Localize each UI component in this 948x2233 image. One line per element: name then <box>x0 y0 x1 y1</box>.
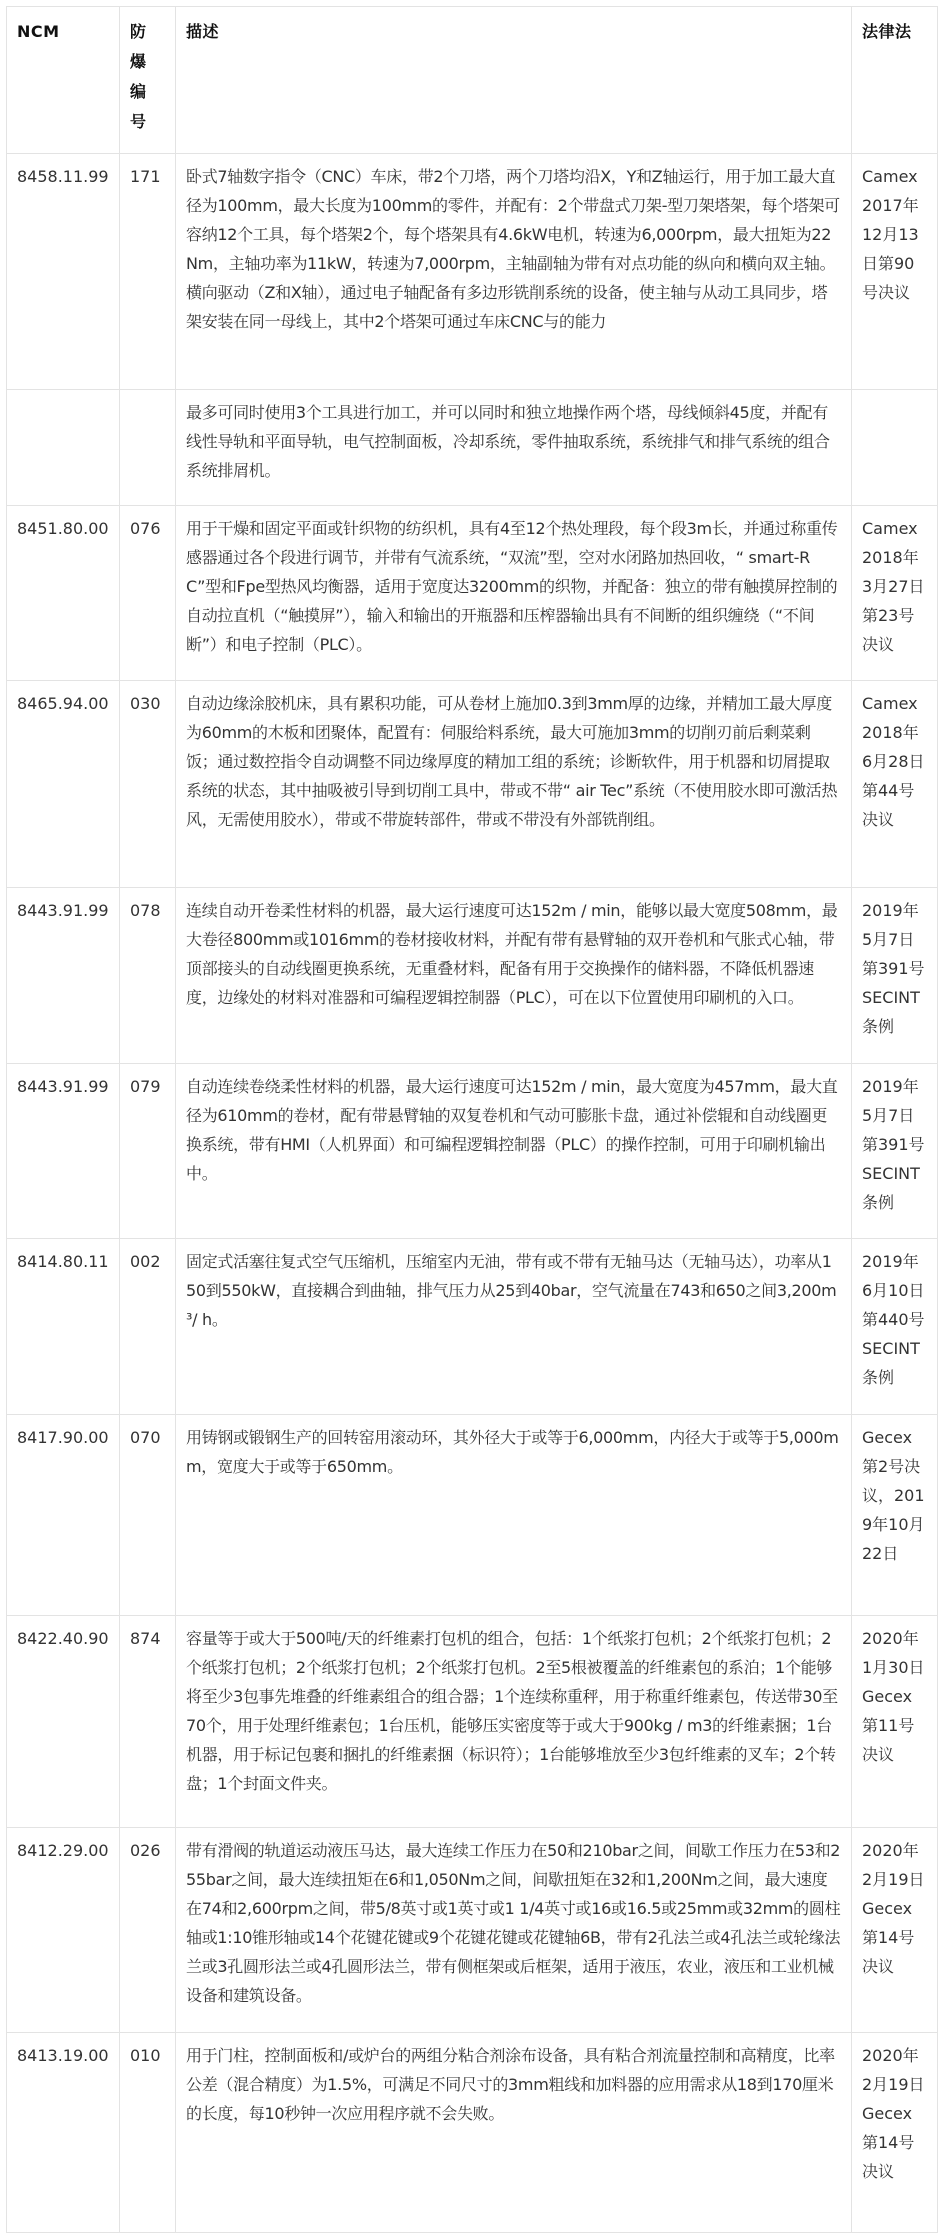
table-body <box>7 154 938 2233</box>
table-row <box>7 2033 938 2233</box>
legal-cell: 2019年6月10日第440号SECINT条例 <box>852 1239 938 1415</box>
table-row <box>7 154 938 390</box>
ex-number-cell: 076 <box>120 506 176 681</box>
legal-cell: 2019年5月7日第391号SECINT条例 <box>852 1064 938 1239</box>
ex-number-cell: 026 <box>120 1828 176 2033</box>
table-row <box>7 888 938 1064</box>
ncm-code-cell: 8413.19.00 <box>7 2033 120 2233</box>
ncm-exemption-table <box>6 6 938 2233</box>
description-cell: 用于干燥和固定平面或针织物的纺织机，具有4至12个热处理段，每个段3m长，并通过称重传感器通过各个段进行调节，并带有气流系统，“双流”型，空对水闭路加热回收，“ smart-RC”型和Fpe型热风均衡器，适用于宽度达3200mm的织物，并配备：独立的带有触摸屏控制的自动拉直机（“触摸屏”），输入和输出的开瓶器和压榨器输出具有不间断的组织缠绕（“不间断”）和电子控制（PLC）。 <box>176 506 852 681</box>
ex-number-cell <box>120 390 176 506</box>
table-row <box>7 506 938 681</box>
ex-number-cell: 171 <box>120 154 176 390</box>
header-legal: 法律法 <box>852 7 938 154</box>
description-cell: 最多可同时使用3个工具进行加工，并可以同时和独立地操作两个塔，母线倾斜45度，并配有线性导轨和平面导轨，电气控制面板，冷却系统，零件抽取系统，系统排气和排气系统的组合系统排屑机。 <box>176 390 852 506</box>
table-row <box>7 1239 938 1415</box>
ncm-code-cell: 8451.80.00 <box>7 506 120 681</box>
legal-cell: Camex 2018年3月27日第23号决议 <box>852 506 938 681</box>
legal-cell: Camex 2017年12月13日第90号决议 <box>852 154 938 390</box>
ex-number-cell: 002 <box>120 1239 176 1415</box>
legal-cell <box>852 390 938 506</box>
page-container <box>6 6 937 2233</box>
description-cell: 卧式7轴数字指令（CNC）车床，带2个刀塔，两个刀塔均沿X，Y和Z轴运行，用于加工最大直径为100mm，最大长度为100mm的零件，并配有：2个带盘式刀架-型刀架塔架，每个塔架可容纳12个工具，每个塔架2个，每个塔架具有4.6kW电机，转速为6,000rpm，最大扭矩为22Nm，主轴功率为11kW，转速为7,000rpm，主轴副轴为带有对点功能的纵向和横向双主轴。横向驱动（Z和X轴），通过电子轴配备有多边形铣削系统的设备，使主轴与从动工具同步，塔架安装在同一母线上，其中2个塔架可通过车床CNC与的能力 <box>176 154 852 390</box>
header-ncm: NCM <box>7 7 120 154</box>
description-cell: 自动边缘涂胶机床，具有累积功能，可从卷材上施加0.3到3mm厚的边缘，并精加工最大厚度为60mm的木板和团聚体，配置有：伺服给料系统，最大可施加3mm的切削刃前后剩菜剩饭；通过数控指令自动调整不同边缘厚度的精加工组的系统；诊断软件，用于机器和切屑提取系统的状态，其中抽吸被引导到切削工具中，带或不带“ air Tec”系统（不使用胶水即可激活热风，无需使用胶水），带或不带旋转部件，带或不带没有外部铣削组。 <box>176 681 852 888</box>
table-row <box>7 1064 938 1239</box>
ex-number-cell: 070 <box>120 1415 176 1616</box>
ncm-code-cell: 8422.40.90 <box>7 1616 120 1828</box>
description-cell: 容量等于或大于500吨/天的纤维素打包机的组合，包括：1个纸浆打包机；2个纸浆打包机；2个纸浆打包机；2个纸浆打包机；2个纸浆打包机。2至5根被覆盖的纤维素包的系泊；1个能够将至少3包事先堆叠的纤维素组合的组合器；1个连续称重秤，用于称重纤维素包，传送带30至70个，用于处理纤维素包；1台压机，能够压实密度等于或大于900kg / m3的纤维素捆；1台机器，用于标记包裹和捆扎的纤维素捆（标识符）；1台能够堆放至少3包纤维素的叉车；2个转盘；1个封面文件夹。 <box>176 1616 852 1828</box>
description-cell: 固定式活塞往复式空气压缩机，压缩室内无油，带有或不带有无轴马达（无轴马达），功率从150到550kW，直接耦合到曲轴，排气压力从25到40bar，空气流量在743和650之间3,200m³/ h。 <box>176 1239 852 1415</box>
table-row <box>7 1616 938 1828</box>
legal-cell: Gecex 第2号决议，2019年10月22日 <box>852 1415 938 1616</box>
table-row <box>7 390 938 506</box>
ncm-code-cell: 8465.94.00 <box>7 681 120 888</box>
ex-number-cell: 030 <box>120 681 176 888</box>
ex-number-cell: 874 <box>120 1616 176 1828</box>
header-ex-number <box>120 7 176 154</box>
header-description: 描述 <box>176 7 852 154</box>
ex-number-cell: 010 <box>120 2033 176 2233</box>
table-row <box>7 1828 938 2033</box>
ex-number-cell: 079 <box>120 1064 176 1239</box>
ex-number-cell: 078 <box>120 888 176 1064</box>
description-cell: 带有滑阀的轨道运动液压马达，最大连续工作压力在50和210bar之间，间歇工作压力在53和255bar之间，最大连续扭矩在6和1,050Nm之间，间歇扭矩在32和1,200Nm之间，最大速度在74和2,600rpm之间，带5/8英寸或1英寸或1 1/4英寸或16或16.5或25mm或32mm的圆柱轴或1:10锥形轴或14个花键花键或9个花键花键或花键轴6B，带有2孔法兰或4孔法兰或轮缘法兰或3孔圆形法兰或4孔圆形法兰，带有侧框架或后框架，适用于液压，农业，液压和工业机械设备和建筑设备。 <box>176 1828 852 2033</box>
ncm-code-cell: 8443.91.99 <box>7 1064 120 1239</box>
legal-cell: 2020年2月19日 Gecex 第14号决议 <box>852 1828 938 2033</box>
legal-cell: 2020年1月30日 Gecex 第11号决议 <box>852 1616 938 1828</box>
ncm-code-cell: 8412.29.00 <box>7 1828 120 2033</box>
description-cell: 用铸钢或锻钢生产的回转窑用滚动环，其外径大于或等于6,000mm，内径大于或等于5,000mm，宽度大于或等于650mm。 <box>176 1415 852 1616</box>
description-cell: 用于门柱，控制面板和/或炉台的两组分粘合剂涂布设备，具有粘合剂流量控制和高精度，比率公差（混合精度）为1.5%，可满足不同尺寸的3mm粗线和加料器的应用需求从18到170厘米的长度，每10秒钟一次应用程序就不会失败。 <box>176 2033 852 2233</box>
description-cell: 连续自动开卷柔性材料的机器，最大运行速度可达152m / min，能够以最大宽度508mm，最大卷径800mm或1016mm的卷材接收材料，并配有带有悬臂轴的双开卷机和气胀式心轴，带顶部接头的自动线圈更换系统，无重叠材料，配备有用于交换操作的储料器，不降低机器速度，边缘处的材料对准器和可编程逻辑控制器（PLC），可在以下位置使用印刷机的入口。 <box>176 888 852 1064</box>
ncm-code-cell: 8414.80.11 <box>7 1239 120 1415</box>
ncm-code-cell: 8458.11.99 <box>7 154 120 390</box>
header-ex-number-label: 防爆编号 <box>130 22 147 131</box>
ncm-code-cell <box>7 390 120 506</box>
ncm-code-cell: 8443.91.99 <box>7 888 120 1064</box>
legal-cell: 2019年5月7日第391号SECINT条例 <box>852 888 938 1064</box>
table-row <box>7 1415 938 1616</box>
table-row <box>7 681 938 888</box>
table-header-row <box>7 7 938 154</box>
legal-cell: Camex 2018年6月28日第44号决议 <box>852 681 938 888</box>
ncm-code-cell: 8417.90.00 <box>7 1415 120 1616</box>
description-cell: 自动连续卷绕柔性材料的机器，最大运行速度可达152m / min，最大宽度为457mm，最大直径为610mm的卷材，配有带悬臂轴的双复卷机和气动可膨胀卡盘，通过补偿辊和自动线圈更换系统，带有HMI（人机界面）和可编程逻辑控制器（PLC）的操作控制，可用于印刷机输出中。 <box>176 1064 852 1239</box>
legal-cell: 2020年2月19日 Gecex 第14号决议 <box>852 2033 938 2233</box>
